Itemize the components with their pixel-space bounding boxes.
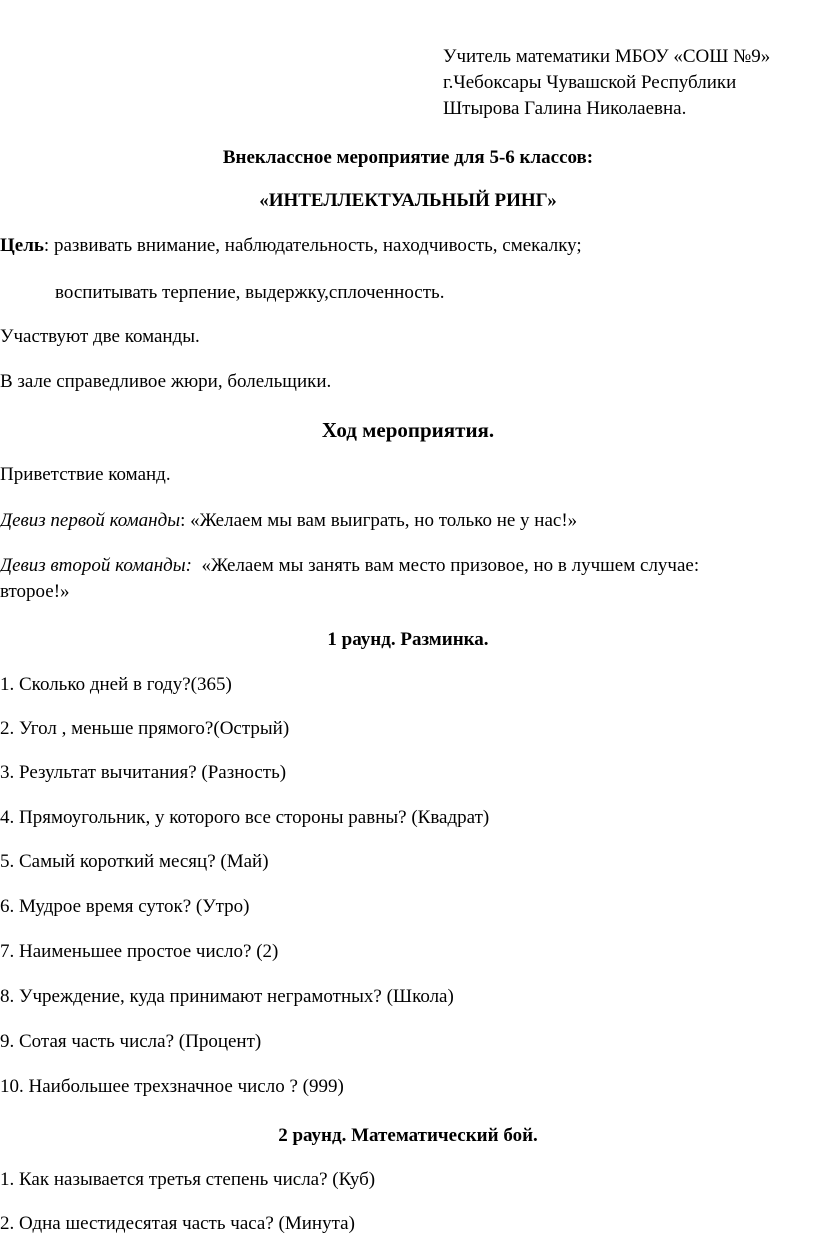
motto-1-text: «Желаем мы вам выиграть, но только не у нас!» <box>190 510 578 531</box>
author-line-1: Учитель математики МБОУ «СОШ №9» <box>443 46 771 67</box>
list-item: 1. Сколько дней в году?(365) <box>0 674 232 695</box>
goal-label: Цель <box>0 235 44 256</box>
list-item: 6. Мудрое время суток? (Утро) <box>0 896 250 917</box>
greeting-text: Приветствие команд. <box>0 464 171 485</box>
motto-1-label: Девиз первой команды <box>0 510 181 531</box>
round-2-heading: 2 раунд. Математический бой. <box>278 1125 538 1146</box>
list-item: 2. Угол , меньше прямого?(Острый) <box>0 718 290 739</box>
list-item: 8. Учреждение, куда принимают неграмотных? (Школа) <box>0 986 454 1007</box>
motto-2-text-2: второе!» <box>0 581 70 602</box>
list-item: 3. Результат вычитания? (Разность) <box>0 762 287 783</box>
list-item: 5. Самый короткий месяц? (Май) <box>0 851 269 872</box>
hall-text: В зале справедливое жюри, болельщики. <box>0 371 332 392</box>
list-item: 9. Сотая часть числа? (Процент) <box>0 1031 262 1052</box>
list-item: 2. Одна шестидесятая часть часа? (Минута) <box>0 1213 355 1234</box>
motto-1 <box>0 508 577 534</box>
author-line-2: г.Чебоксары Чувашской Республики <box>443 72 737 93</box>
motto-1-sep: : <box>180 510 191 531</box>
list-item: 7. Наименьшее простое число? (2) <box>0 941 279 962</box>
goal-line-2: воспитывать терпение, выдержку,сплоченность. <box>55 282 445 303</box>
motto-2 <box>0 553 699 579</box>
motto-2-text-1: «Желаем мы занять вам место призовое, но в лучшем случае: <box>201 555 700 576</box>
motto-2-label: Девиз второй команды: <box>0 555 192 576</box>
event-title: «ИНТЕЛЛЕКТУАЛЬНЫЙ РИНГ» <box>259 190 557 211</box>
goal-line-1 <box>0 233 582 259</box>
list-item: 10. Наибольшее трехзначное число ? (999) <box>0 1076 344 1097</box>
author-line-3: Штырова Галина Николаевна. <box>443 98 687 119</box>
goal-text-1: : развивать внимание, наблюдательность, находчивость, смекалку; <box>43 235 582 256</box>
round-1-heading: 1 раунд. Разминка. <box>327 629 489 650</box>
list-item: 4. Прямоугольник, у которого все стороны равны? (Квадрат) <box>0 807 490 828</box>
list-item: 1. Как называется третья степень числа? (Куб) <box>0 1169 376 1190</box>
progress-heading: Ход мероприятия. <box>321 418 495 442</box>
event-subtitle: Внеклассное мероприятие для 5-6 классов: <box>222 147 594 168</box>
participants-text: Участвуют две команды. <box>0 326 200 347</box>
